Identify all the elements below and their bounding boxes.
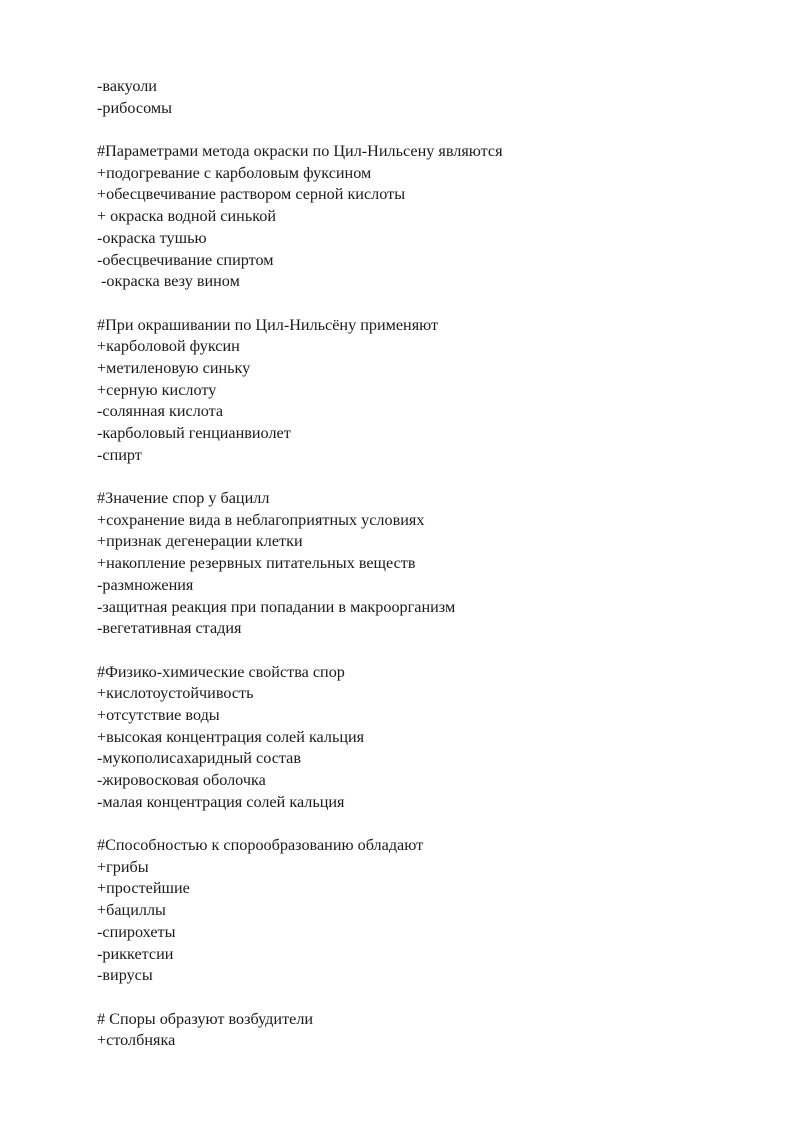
question-heading: #Параметрами метода окраски по Цил-Нильсену являются	[97, 142, 503, 161]
intro-line: -рибосомы	[97, 98, 172, 117]
answer-option: -обесцвечивание спиртом	[97, 250, 274, 269]
answer-option: +бациллы	[97, 901, 166, 920]
answer-option: +метиленовую синьку	[97, 358, 251, 377]
answer-option: +сохранение вида в неблагоприятных условиях	[97, 510, 425, 529]
blank-line	[97, 987, 757, 1009]
answer-option: +кислотоустойчивость	[97, 684, 254, 703]
answer-option: -жировосковая оболочка	[97, 771, 266, 789]
answer-option: -вегетативная стадия	[97, 619, 242, 638]
answer-option: +серную кислоту	[97, 380, 217, 399]
answer-option: + окраска водной синькой	[97, 207, 277, 226]
answer-option: -защитная реакция при попадании в макроорганизм	[97, 597, 456, 616]
blank-line	[97, 640, 757, 662]
answer-option: +столбняка	[97, 1031, 176, 1050]
answer-option: -мукополисахаридный состав	[97, 749, 301, 768]
answer-option: -карболовый генцианвиолет	[97, 424, 291, 442]
question-heading: # Споры образуют возбудители	[97, 1009, 314, 1028]
answer-option: +простейшие	[97, 879, 190, 898]
question-heading: #Способностью к спорообразованию обладают	[97, 836, 424, 855]
question-heading: #При окрашивании по Цил-Нильсёну применяют	[97, 315, 439, 334]
answer-option: -малая концентрация солей кальция	[97, 792, 345, 811]
answer-option: +отсутствие воды	[97, 705, 220, 724]
answer-option: -вирусы	[97, 966, 153, 985]
blank-line	[97, 293, 757, 315]
blank-line	[97, 119, 757, 141]
answer-option: -солянная кислота	[97, 402, 224, 421]
answer-option: -окраска везу вином	[97, 272, 240, 291]
answer-option: -размножения	[97, 575, 194, 594]
answer-option: +признак дегенерации клетки	[97, 532, 303, 551]
answer-option: +обесцвечивание раствором серной кислоты	[97, 185, 406, 204]
answer-option: -спирохеты	[97, 922, 176, 941]
answer-option: +карболовой фуксин	[97, 337, 240, 356]
answer-option: -спирт	[97, 445, 142, 464]
blank-line	[97, 813, 757, 835]
answer-option: +накопление резервных питательных веществ	[97, 554, 416, 573]
blank-line	[97, 466, 757, 488]
answer-option: +высокая концентрация солей кальция	[97, 727, 365, 746]
answer-option: +грибы	[97, 857, 149, 876]
answer-option: -окраска тушью	[97, 228, 207, 247]
intro-line: -вакуоли	[97, 77, 157, 95]
answer-option: -риккетсии	[97, 944, 174, 963]
question-heading: #Физико-химические свойства спор	[97, 662, 345, 681]
question-heading: #Значение спор у бацилл	[97, 489, 270, 508]
document-text	[97, 76, 757, 1052]
answer-option: +подогревание с карболовым фуксином	[97, 163, 372, 182]
